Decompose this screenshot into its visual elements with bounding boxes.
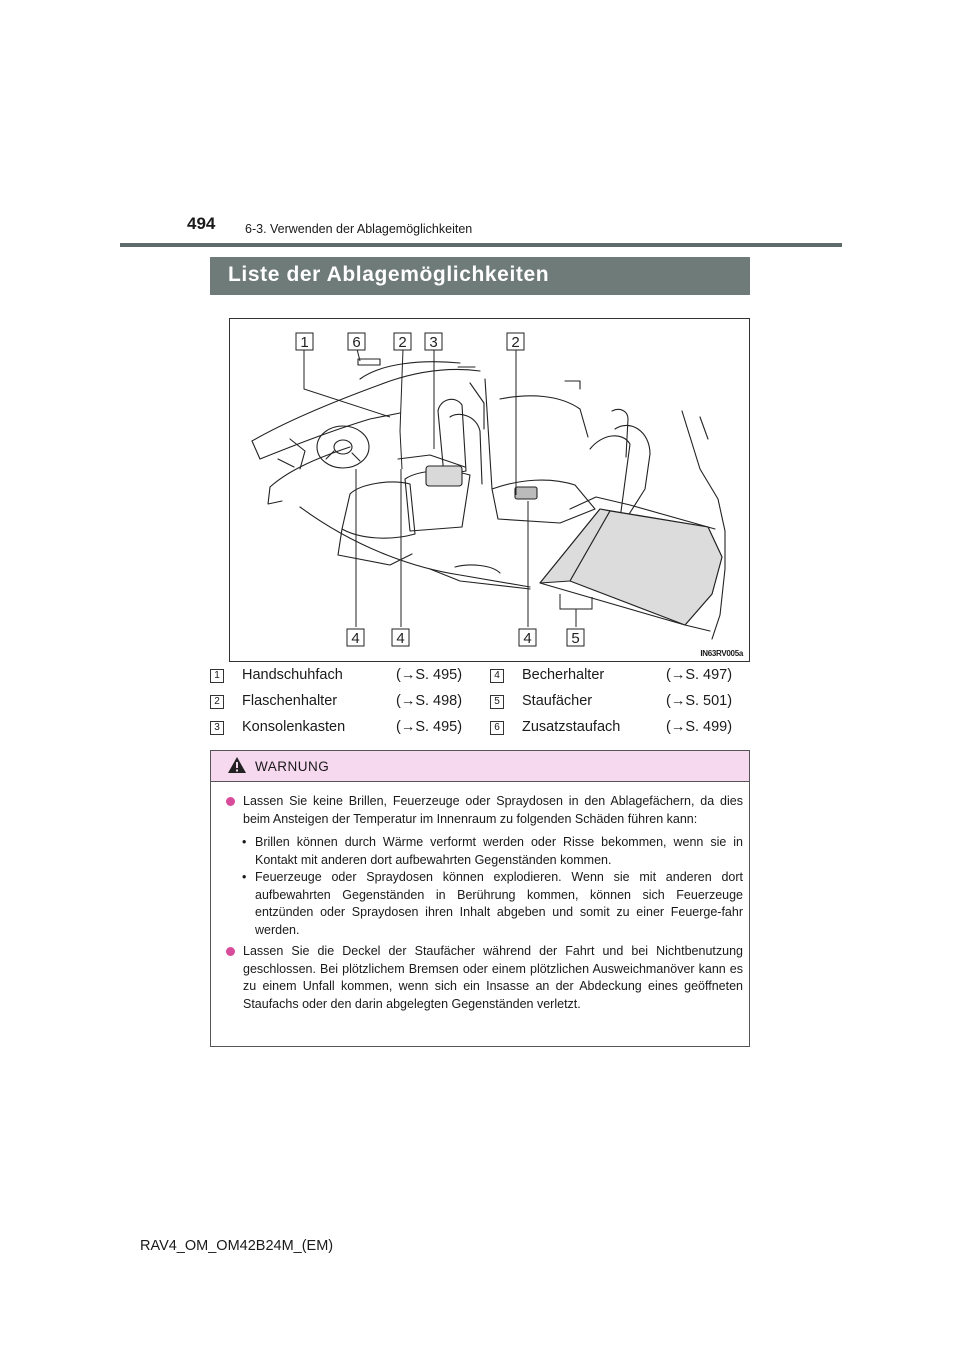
figure-callout: 4	[351, 630, 360, 647]
legend-label: Zusatzstaufach	[522, 719, 621, 735]
warning-triangle-icon	[227, 756, 247, 774]
figure-callout: 5	[571, 630, 580, 647]
legend-number: 6	[490, 721, 504, 735]
legend-label: Staufächer	[522, 693, 593, 709]
page-reference: (→S. 495)	[396, 667, 463, 683]
warning-bullet: Lassen Sie keine Brillen, Feuerzeuge oder Spraydosen in den Ablagefächern, da dies beim Ansteigen der Temperatur im Innenraum zu folgenden Schäden führen kann:	[225, 793, 743, 828]
page-heading: Liste der Ablagemöglichkeiten	[210, 257, 750, 295]
warning-header	[211, 751, 749, 782]
legend-number: 4	[490, 669, 504, 683]
warning-sub-list	[225, 834, 743, 939]
figure-callout: 2	[398, 334, 407, 351]
warning-sub-item: • Feuerzeuge oder Spraydosen können explodieren. Wenn sie mit anderen dort aufbewahrten Gegenständen in Berührung kommen, können sich Feuerzeuge entzünden oder Spraydosen ihren Inhalt abgeben und somit zu einer Feuerge-fahr werden.	[225, 869, 743, 939]
legend-label: Handschuhfach	[242, 667, 343, 683]
figure-callout: 6	[352, 334, 361, 351]
page-reference: (→S. 495)	[396, 719, 463, 735]
page-reference: (→S. 498)	[396, 693, 463, 709]
legend-number: 5	[490, 695, 504, 709]
figure-callout: 4	[396, 630, 405, 647]
section-title: 6-3. Verwenden der Ablagemöglichkeiten	[245, 222, 473, 236]
figure-code: IN63RV005a	[700, 649, 743, 658]
interior-illustration	[229, 318, 750, 662]
page-number: 494	[187, 214, 216, 233]
warning-bullet: Lassen Sie die Deckel der Staufächer während der Fahrt und bei Nichtbenutzung geschlossen. Bei plötzlichem Bremsen oder einem plötzlichen Ausweichmanöver kann es zu einem Unfall kommen, wenn sich ein Insasse an der Abdeckung eines geöffneten Staufachs oder den darin abgelegten Gegenständen verletzt.	[225, 943, 743, 1013]
legend-label: Flaschenhalter	[242, 693, 338, 709]
legend-number: 2	[210, 695, 224, 709]
legend-label: Becherhalter	[522, 667, 605, 683]
figure-callout: 3	[429, 334, 438, 351]
page-reference: (→S. 501)	[666, 693, 733, 709]
document-code: RAV4_OM_OM42B24M_(EM)	[140, 1238, 334, 1254]
warning-sub-item: • Brillen können durch Wärme verformt werden oder Risse bekommen, wenn sie in Kontakt mit anderen dort aufbewahrten Gegenständen kommen.	[225, 834, 743, 869]
figure-callout: 2	[511, 334, 520, 351]
car-interior-drawing	[230, 319, 749, 661]
figure-callout: 4	[523, 630, 532, 647]
legend-number: 1	[210, 669, 224, 683]
figure-callout: 1	[300, 334, 309, 351]
page-reference: (→S. 499)	[666, 719, 733, 735]
legend-label: Konsolenkasten	[242, 719, 346, 735]
legend-number: 3	[210, 721, 224, 735]
warning-body	[225, 793, 743, 1019]
warning-box	[210, 750, 750, 1047]
page-reference: (→S. 497)	[666, 667, 733, 683]
header-rule	[120, 243, 842, 247]
warning-title: WARNUNG	[255, 759, 330, 774]
